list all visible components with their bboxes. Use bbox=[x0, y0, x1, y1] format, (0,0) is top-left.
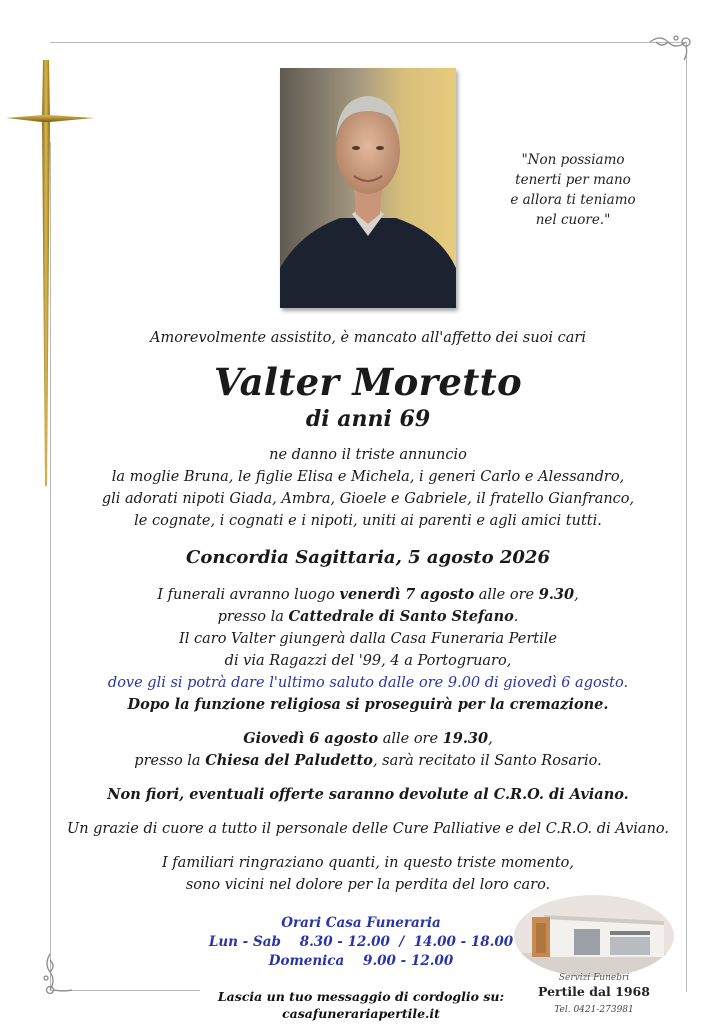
quote bbox=[498, 150, 648, 230]
rosary-details bbox=[50, 728, 686, 772]
corner-ornament-icon bbox=[646, 28, 698, 62]
family-line: sono vicini nel dolore per la perdita del loro caro. bbox=[185, 877, 551, 893]
corner-ornament-icon bbox=[36, 950, 76, 996]
family-thanks bbox=[50, 852, 686, 896]
rosary-time: 19.30 bbox=[442, 730, 489, 747]
text: , sarà recitato il Santo Rosario. bbox=[372, 753, 602, 769]
quote-line: e allora ti teniamo bbox=[510, 192, 636, 208]
funeral-line bbox=[50, 606, 686, 628]
frame-right-line bbox=[686, 42, 687, 992]
text: I funerali avranno luogo bbox=[157, 587, 340, 603]
announcement-line: la moglie Bruna, le figlie Elisa e Michela, i generi Carlo e Alessandro, bbox=[111, 469, 625, 485]
announcement-line: gli adorati nipoti Giada, Ambra, Gioele e Gabriele, il fratello Gianfranco, bbox=[101, 491, 635, 507]
message-line: Lascia un tuo messaggio di cordoglio su: bbox=[217, 989, 505, 1004]
church-name: Cattedrale di Santo Stefano bbox=[288, 608, 514, 625]
rosary-date: Giovedì 6 agosto bbox=[243, 730, 379, 747]
funeral-home-hours bbox=[196, 914, 526, 971]
logo-subtitle: Servizi Funebri bbox=[558, 973, 630, 983]
funeral-line: Il caro Valter giungerà dalla Casa Funeraria Pertile bbox=[179, 631, 557, 647]
deceased-age: di anni 69 bbox=[305, 406, 431, 432]
funeral-line bbox=[50, 584, 686, 606]
rosary-church: Chiesa del Paludetto bbox=[205, 752, 373, 769]
funeral-home-logo bbox=[514, 895, 674, 1013]
logo-brand: Pertile dal 1968 bbox=[538, 984, 650, 999]
funeral-time: 9.30 bbox=[538, 586, 575, 603]
website-link[interactable]: casafunerariapertile.it bbox=[282, 1006, 440, 1021]
text: , bbox=[574, 587, 579, 603]
portrait-photo bbox=[280, 68, 456, 308]
announcement-line: ne danno il triste annuncio bbox=[269, 447, 467, 463]
text: , bbox=[488, 731, 493, 747]
funeral-details bbox=[50, 584, 686, 716]
intro-line: Amorevolmente assistito, è mancato all'affetto dei suoi cari bbox=[149, 330, 586, 346]
flowers-note: Non fiori, eventuali offerte saranno devolute al C.R.O. di Aviano. bbox=[107, 786, 629, 803]
hours-row: Lun - Sab 8.30 - 12.00 / 14.00 - 18.00 bbox=[208, 934, 514, 950]
quote-line: "Non possiamo bbox=[521, 152, 625, 168]
quote-line: tenerti per mano bbox=[515, 172, 631, 188]
thanks-note: Un grazie di cuore a tutto il personale delle Cure Palliative e del C.R.O. di Aviano. bbox=[66, 821, 670, 837]
text: alle ore bbox=[474, 587, 539, 603]
hours-title: Orari Casa Funeraria bbox=[281, 915, 441, 931]
logo-phone: Tel. 0421-273981 bbox=[554, 1005, 634, 1015]
cremation-line: Dopo la funzione religiosa si proseguirà per la cremazione. bbox=[127, 696, 609, 713]
viewing-line: dove gli si potrà dare l'ultimo saluto dalle ore 9.00 di giovedì 6 agosto. bbox=[107, 675, 629, 691]
text: . bbox=[513, 609, 519, 625]
building-image bbox=[514, 895, 674, 977]
rosary-line bbox=[50, 750, 686, 772]
frame-top-line bbox=[50, 42, 686, 43]
announcement bbox=[50, 444, 686, 532]
funeral-line: di via Ragazzi del '99, 4 a Portogruaro, bbox=[224, 653, 512, 669]
hours-row: Domenica 9.00 - 12.00 bbox=[268, 953, 454, 969]
text: presso la bbox=[217, 609, 289, 625]
obituary-body bbox=[50, 330, 686, 896]
place-date: Concordia Sagittaria, 5 agosto 2026 bbox=[186, 547, 550, 568]
family-line: I familiari ringraziano quanti, in questo triste momento, bbox=[161, 855, 575, 871]
announcement-line: le cognate, i cognati e i nipoti, uniti ai parenti e agli amici tutti. bbox=[134, 513, 602, 529]
quote-line: nel cuore." bbox=[535, 212, 611, 228]
deceased-name: Valter Moretto bbox=[213, 360, 523, 404]
rosary-line bbox=[50, 728, 686, 750]
condolence-message bbox=[196, 988, 526, 1022]
funeral-date: venerdì 7 agosto bbox=[339, 586, 475, 603]
text: alle ore bbox=[378, 731, 443, 747]
text: presso la bbox=[134, 753, 206, 769]
